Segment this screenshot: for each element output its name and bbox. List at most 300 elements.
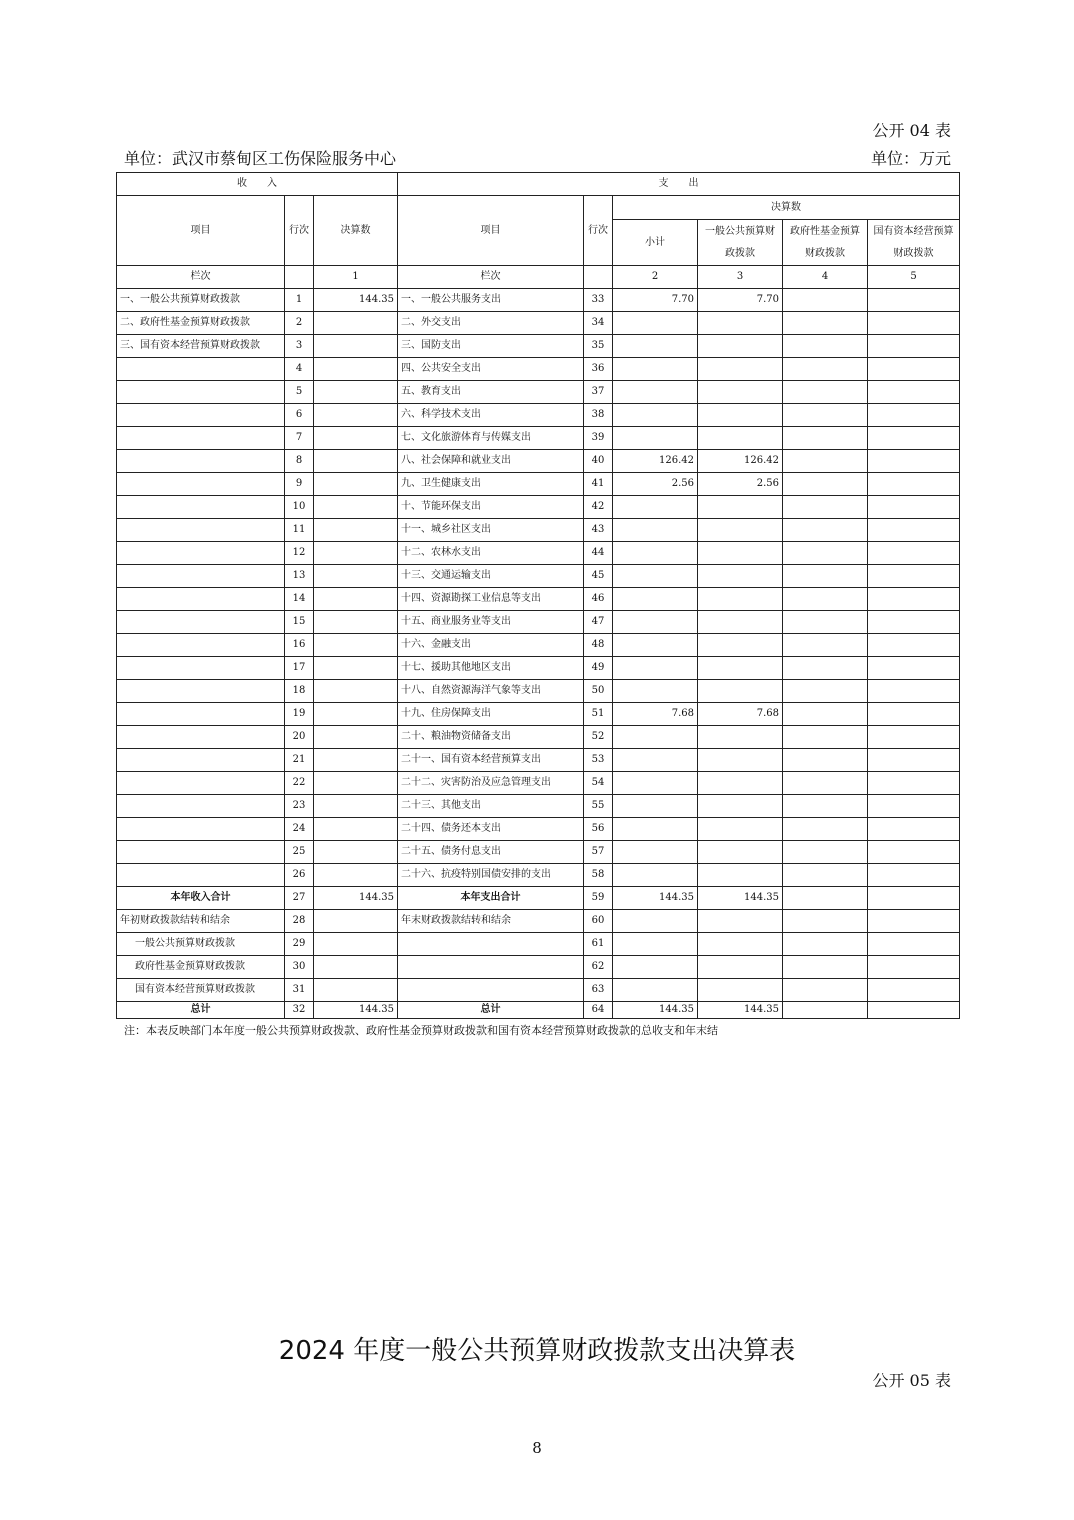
general-budget-cell: 144.35 [698, 1002, 783, 1019]
subtotal-header: 小计 [613, 220, 698, 266]
income-item-cell [117, 841, 285, 864]
fund-budget-cell [783, 680, 868, 703]
subtotal-cell [613, 726, 698, 749]
expense-item-cell: 四、公共安全支出 [398, 358, 584, 381]
income-item-cell [117, 588, 285, 611]
income-row-no-cell: 28 [285, 910, 314, 933]
income-amount-cell [314, 312, 398, 335]
income-amount-cell: 144.35 [314, 887, 398, 910]
state-capital-cell [868, 312, 960, 335]
income-item-cell [117, 496, 285, 519]
income-row-no-cell: 24 [285, 818, 314, 841]
subtotal-cell [613, 358, 698, 381]
income-row-no-cell: 2 [285, 312, 314, 335]
fund-budget-cell [783, 611, 868, 634]
expense-item-cell: 本年支出合计 [398, 887, 584, 910]
general-budget-cell [698, 519, 783, 542]
income-item-cell [117, 726, 285, 749]
table-row [117, 404, 960, 427]
income-row-no-cell: 9 [285, 473, 314, 496]
income-row-no-cell: 22 [285, 772, 314, 795]
state-capital-cell [868, 841, 960, 864]
subtotal-cell [613, 933, 698, 956]
table-row [117, 956, 960, 979]
expense-row-no-cell: 44 [584, 542, 613, 565]
income-row-no-cell: 30 [285, 956, 314, 979]
subtotal-cell [613, 565, 698, 588]
expense-item-cell: 二十五、债务付息支出 [398, 841, 584, 864]
expense-row-no-cell: 63 [584, 979, 613, 1002]
expense-row-no-cell: 47 [584, 611, 613, 634]
fund-budget-cell [783, 427, 868, 450]
income-row-no-cell: 23 [285, 795, 314, 818]
general-budget-cell [698, 979, 783, 1002]
next-table-title: 2024 年度一般公共预算财政拨款支出决算表 [278, 1336, 796, 1366]
expense-row-no-cell: 58 [584, 864, 613, 887]
expense-item-cell: 总计 [398, 1002, 584, 1019]
income-row-no-cell: 4 [285, 358, 314, 381]
subtotal-cell: 144.35 [613, 1002, 698, 1019]
general-budget-cell [698, 565, 783, 588]
fund-budget-cell [783, 910, 868, 933]
general-budget-cell [698, 312, 783, 335]
expense-item-cell: 年末财政拨款结转和结余 [398, 910, 584, 933]
income-amount-cell [314, 473, 398, 496]
expense-row-no-cell: 39 [584, 427, 613, 450]
income-row-no-cell: 15 [285, 611, 314, 634]
expense-item-cell [398, 979, 584, 1002]
expense-section-header: 支 出 [398, 173, 960, 196]
expense-item-cell: 十三、交通运输支出 [398, 565, 584, 588]
table-row [117, 289, 960, 312]
expense-row-no-cell: 59 [584, 887, 613, 910]
expense-row-no-cell: 37 [584, 381, 613, 404]
fund-budget-cell [783, 450, 868, 473]
fund-budget-cell [783, 887, 868, 910]
fund-budget-cell [783, 565, 868, 588]
general-budget-cell [698, 496, 783, 519]
income-amount-cell [314, 634, 398, 657]
fund-budget-cell [783, 956, 868, 979]
general-budget-cell [698, 634, 783, 657]
subtotal-cell [613, 312, 698, 335]
general-budget-cell [698, 933, 783, 956]
table-row [117, 358, 960, 381]
state-capital-cell [868, 795, 960, 818]
income-section-header: 收 入 [117, 173, 398, 196]
income-amount-cell [314, 726, 398, 749]
fund-budget-cell [783, 841, 868, 864]
index-4: 4 [783, 266, 868, 289]
subtotal-cell [613, 956, 698, 979]
index-2: 2 [613, 266, 698, 289]
state-capital-cell [868, 933, 960, 956]
state-capital-cell [868, 496, 960, 519]
income-amount-cell [314, 496, 398, 519]
general-budget-cell [698, 381, 783, 404]
state-capital-cell [868, 818, 960, 841]
income-item-cell [117, 634, 285, 657]
general-budget-cell [698, 427, 783, 450]
subtotal-cell [613, 542, 698, 565]
table-row [117, 818, 960, 841]
subtotal-cell [613, 864, 698, 887]
general-budget-cell: 126.42 [698, 450, 783, 473]
expense-row-no-cell: 60 [584, 910, 613, 933]
state-capital-cell [868, 979, 960, 1002]
expense-item-cell: 二十六、抗疫特别国债安排的支出 [398, 864, 584, 887]
income-row-no-cell: 20 [285, 726, 314, 749]
income-item-cell: 政府性基金预算财政拨款 [117, 956, 285, 979]
general-budget-cell [698, 680, 783, 703]
income-item-cell [117, 772, 285, 795]
income-amount-cell [314, 542, 398, 565]
fund-budget-header: 政府性基金预算财政拨款 [783, 220, 868, 266]
general-budget-cell [698, 956, 783, 979]
income-item-cell [117, 404, 285, 427]
subtotal-cell [613, 634, 698, 657]
fund-budget-cell [783, 473, 868, 496]
expense-row-no-cell: 33 [584, 289, 613, 312]
income-amount-cell [314, 956, 398, 979]
income-amount-cell [314, 519, 398, 542]
general-budget-cell: 2.56 [698, 473, 783, 496]
table-row [117, 519, 960, 542]
form-number: 公开 04 表 [872, 121, 951, 140]
income-row-no-cell: 3 [285, 335, 314, 358]
income-row-no-cell: 21 [285, 749, 314, 772]
column-index-row [117, 266, 960, 289]
income-amount-cell [314, 910, 398, 933]
expense-row-no-cell: 54 [584, 772, 613, 795]
expense-item-cell: 一、一般公共服务支出 [398, 289, 584, 312]
expense-item-cell: 十六、金融支出 [398, 634, 584, 657]
general-budget-cell [698, 910, 783, 933]
income-amount-cell [314, 404, 398, 427]
income-row-no-cell: 5 [285, 381, 314, 404]
income-amount-cell [314, 818, 398, 841]
income-amount-cell [314, 979, 398, 1002]
income-amount-cell [314, 703, 398, 726]
income-amount-cell [314, 680, 398, 703]
income-row-no-cell: 17 [285, 657, 314, 680]
subtotal-cell [613, 427, 698, 450]
income-row-no-header: 行次 [285, 196, 314, 266]
expense-item-cell: 十、节能环保支出 [398, 496, 584, 519]
state-capital-cell [868, 588, 960, 611]
income-row-no-cell: 31 [285, 979, 314, 1002]
income-row-no-cell: 12 [285, 542, 314, 565]
general-budget-cell [698, 358, 783, 381]
expense-row-no-cell: 53 [584, 749, 613, 772]
subtotal-cell [613, 404, 698, 427]
subtotal-cell [613, 335, 698, 358]
income-row-no-cell: 16 [285, 634, 314, 657]
subtotal-cell [613, 818, 698, 841]
general-budget-cell [698, 772, 783, 795]
income-item-cell: 二、政府性基金预算财政拨款 [117, 312, 285, 335]
expense-item-cell: 二十三、其他支出 [398, 795, 584, 818]
general-budget-cell: 144.35 [698, 887, 783, 910]
state-capital-cell [868, 289, 960, 312]
table-row [117, 795, 960, 818]
state-capital-cell [868, 749, 960, 772]
income-item-cell [117, 864, 285, 887]
next-form-number: 公开 05 表 [872, 1371, 951, 1390]
expense-row-no-cell: 35 [584, 335, 613, 358]
general-budget-cell [698, 864, 783, 887]
income-item-cell: 总计 [117, 1002, 285, 1019]
income-amount-cell [314, 795, 398, 818]
income-item-cell [117, 381, 285, 404]
state-capital-cell [868, 864, 960, 887]
expense-row-no-cell: 41 [584, 473, 613, 496]
income-amount-cell: 144.35 [314, 1002, 398, 1019]
expense-row-no-cell: 51 [584, 703, 613, 726]
page-number: 8 [532, 1439, 542, 1457]
subtotal-cell [613, 910, 698, 933]
subtotal-cell: 2.56 [613, 473, 698, 496]
income-amount-cell [314, 450, 398, 473]
income-index-label: 栏次 [117, 266, 285, 289]
fund-budget-cell [783, 404, 868, 427]
unit-currency: 单位：万元 [870, 149, 951, 168]
fund-budget-cell [783, 749, 868, 772]
fund-budget-cell [783, 381, 868, 404]
income-amount-cell [314, 358, 398, 381]
income-row-no-cell: 19 [285, 703, 314, 726]
income-item-cell: 三、国有资本经营预算财政拨款 [117, 335, 285, 358]
state-capital-cell [868, 772, 960, 795]
fund-budget-cell [783, 542, 868, 565]
income-amount-cell [314, 841, 398, 864]
table-row [117, 312, 960, 335]
state-capital-cell [868, 381, 960, 404]
fund-budget-cell [783, 864, 868, 887]
income-row-no-cell: 13 [285, 565, 314, 588]
expense-row-no-cell: 40 [584, 450, 613, 473]
table-row [117, 611, 960, 634]
expense-row-no-cell: 56 [584, 818, 613, 841]
table-row [117, 381, 960, 404]
table-row [117, 496, 960, 519]
fund-budget-cell [783, 933, 868, 956]
table-row [117, 887, 960, 910]
index-3: 3 [698, 266, 783, 289]
income-amount-cell [314, 427, 398, 450]
subtotal-cell: 144.35 [613, 887, 698, 910]
fund-budget-cell [783, 1002, 868, 1019]
income-row-no-cell: 8 [285, 450, 314, 473]
table-row [117, 1002, 960, 1019]
income-row-no-cell: 6 [285, 404, 314, 427]
amount-group-header: 决算数 [613, 196, 960, 220]
income-item-cell: 本年收入合计 [117, 887, 285, 910]
expense-row-no-cell: 55 [584, 795, 613, 818]
fund-budget-cell [783, 979, 868, 1002]
general-budget-cell: 7.70 [698, 289, 783, 312]
expense-item-cell: 十一、城乡社区支出 [398, 519, 584, 542]
subtotal-cell: 7.70 [613, 289, 698, 312]
subtotal-cell [613, 588, 698, 611]
subtotal-cell [613, 381, 698, 404]
expense-item-cell: 八、社会保障和就业支出 [398, 450, 584, 473]
income-item-cell [117, 565, 285, 588]
table-row [117, 772, 960, 795]
general-budget-cell [698, 818, 783, 841]
expense-item-cell: 二、外交支出 [398, 312, 584, 335]
state-capital-cell [868, 358, 960, 381]
income-amount-cell [314, 588, 398, 611]
state-capital-cell [868, 657, 960, 680]
expense-item-cell: 六、科学技术支出 [398, 404, 584, 427]
income-row-no-cell: 26 [285, 864, 314, 887]
general-budget-cell [698, 749, 783, 772]
state-capital-cell [868, 565, 960, 588]
fund-budget-cell [783, 634, 868, 657]
table-row [117, 427, 960, 450]
expense-item-cell [398, 956, 584, 979]
table-row [117, 841, 960, 864]
expense-item-cell: 十二、农林水支出 [398, 542, 584, 565]
state-capital-cell [868, 703, 960, 726]
subtotal-cell [613, 657, 698, 680]
state-capital-cell [868, 450, 960, 473]
income-amount-cell [314, 565, 398, 588]
income-row-no-cell: 11 [285, 519, 314, 542]
expense-item-cell: 二十四、债务还本支出 [398, 818, 584, 841]
state-capital-cell [868, 427, 960, 450]
expense-item-cell: 十八、自然资源海洋气象等支出 [398, 680, 584, 703]
expense-item-cell [398, 933, 584, 956]
fund-budget-cell [783, 772, 868, 795]
expense-item-cell: 二十、粮油物资储备支出 [398, 726, 584, 749]
state-capital-cell [868, 335, 960, 358]
fund-budget-cell [783, 703, 868, 726]
general-budget-cell [698, 404, 783, 427]
income-amount-cell [314, 657, 398, 680]
income-row-no-cell: 29 [285, 933, 314, 956]
expense-row-no-cell: 42 [584, 496, 613, 519]
expense-item-cell: 七、文化旅游体育与传媒支出 [398, 427, 584, 450]
income-amount-header: 决算数 [314, 196, 398, 266]
subtotal-cell [613, 979, 698, 1002]
table-row [117, 473, 960, 496]
subtotal-cell [613, 772, 698, 795]
general-budget-cell [698, 542, 783, 565]
appropriation-table [116, 172, 960, 1019]
expense-row-no-cell: 52 [584, 726, 613, 749]
expense-row-no-header: 行次 [584, 196, 613, 266]
income-row-no-cell: 1 [285, 289, 314, 312]
expense-item-cell: 二十二、灾害防治及应急管理支出 [398, 772, 584, 795]
state-capital-cell [868, 1002, 960, 1019]
subtotal-cell [613, 519, 698, 542]
expense-row-no-cell: 57 [584, 841, 613, 864]
state-capital-cell [868, 404, 960, 427]
table-row [117, 542, 960, 565]
income-amount-cell: 144.35 [314, 289, 398, 312]
fund-budget-cell [783, 588, 868, 611]
income-row-no-cell: 32 [285, 1002, 314, 1019]
expense-row-no-cell: 34 [584, 312, 613, 335]
general-budget-cell [698, 841, 783, 864]
income-item-cell [117, 542, 285, 565]
expense-row-no-cell: 64 [584, 1002, 613, 1019]
table-note: 注：本表反映部门本年度一般公共预算财政拨款、政府性基金预算财政拨款和国有资本经营预算财政拨款的总收支和年末结 [124, 1024, 718, 1037]
general-budget-cell [698, 611, 783, 634]
expense-row-no-cell: 43 [584, 519, 613, 542]
expense-item-cell: 十九、住房保障支出 [398, 703, 584, 726]
table-row [117, 703, 960, 726]
index-5: 5 [868, 266, 960, 289]
income-amount-cell [314, 611, 398, 634]
expense-row-no-cell: 48 [584, 634, 613, 657]
income-row-no-cell: 18 [285, 680, 314, 703]
income-amount-cell [314, 335, 398, 358]
general-budget-cell [698, 588, 783, 611]
general-budget-cell [698, 657, 783, 680]
income-item-cell: 一般公共预算财政拨款 [117, 933, 285, 956]
income-amount-cell [314, 864, 398, 887]
general-budget-cell [698, 726, 783, 749]
subtotal-cell: 126.42 [613, 450, 698, 473]
income-item-cell: 一、一般公共预算财政拨款 [117, 289, 285, 312]
expense-item-cell: 十四、资源勘探工业信息等支出 [398, 588, 584, 611]
state-capital-cell [868, 473, 960, 496]
fund-budget-cell [783, 312, 868, 335]
expense-row-no-cell: 46 [584, 588, 613, 611]
state-capital-header: 国有资本经营预算财政拨款 [868, 220, 960, 266]
income-row-no-cell: 27 [285, 887, 314, 910]
expense-row-no-cell: 36 [584, 358, 613, 381]
fund-budget-cell [783, 335, 868, 358]
income-item-cell [117, 358, 285, 381]
expense-item-cell: 十五、商业服务业等支出 [398, 611, 584, 634]
expense-row-no-cell: 50 [584, 680, 613, 703]
income-row-no-cell: 7 [285, 427, 314, 450]
general-budget-header: 一般公共预算财政拨款 [698, 220, 783, 266]
income-item-cell [117, 473, 285, 496]
income-row-no-cell: 10 [285, 496, 314, 519]
table-row [117, 565, 960, 588]
expense-item-header: 项目 [398, 196, 584, 266]
table-row [117, 588, 960, 611]
income-item-cell: 国有资本经营预算财政拨款 [117, 979, 285, 1002]
income-row-no-cell: 14 [285, 588, 314, 611]
income-amount-cell [314, 772, 398, 795]
table-row [117, 979, 960, 1002]
table-row [117, 910, 960, 933]
income-item-cell [117, 450, 285, 473]
index-1: 1 [314, 266, 398, 289]
expense-row-no-cell: 45 [584, 565, 613, 588]
income-item-cell [117, 703, 285, 726]
expense-row-no-cell: 61 [584, 933, 613, 956]
income-item-cell [117, 749, 285, 772]
subtotal-cell [613, 749, 698, 772]
column-header-row-1 [117, 196, 960, 220]
income-amount-cell [314, 381, 398, 404]
income-item-header: 项目 [117, 196, 285, 266]
expense-item-cell: 三、国防支出 [398, 335, 584, 358]
subtotal-cell [613, 611, 698, 634]
income-item-cell [117, 519, 285, 542]
table-row [117, 634, 960, 657]
fund-budget-cell [783, 726, 868, 749]
expense-item-cell: 九、卫生健康支出 [398, 473, 584, 496]
income-item-cell [117, 818, 285, 841]
